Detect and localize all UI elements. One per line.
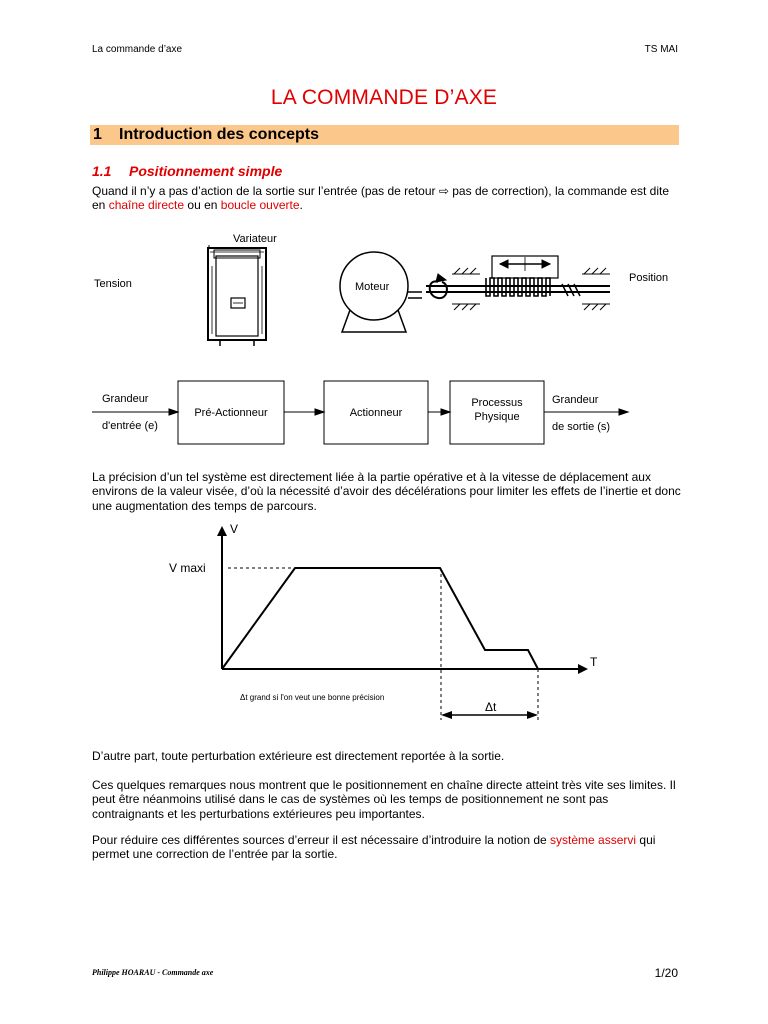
- input-label-top: Grandeur: [102, 393, 149, 405]
- asservi-text-2: qui permet une correction de l’entrée par la sortie.: [92, 833, 656, 862]
- intro-text-3: ou en: [184, 198, 221, 213]
- header-document-title: La commande d’axe: [92, 44, 183, 55]
- screw-mechanism-image: [426, 256, 610, 310]
- velocity-curve: [222, 568, 538, 669]
- delta-left-arrow-icon: [441, 711, 452, 719]
- x-axis-label: T: [590, 655, 598, 669]
- intro-text-4: .: [299, 198, 303, 213]
- intro-paragraph: [92, 184, 682, 213]
- header-class-label: TS MAI: [644, 44, 678, 55]
- block-processus-line2: Physique: [474, 411, 520, 423]
- term-boucle-ouverte: boucle ouverte: [220, 198, 300, 213]
- term-chaine-directe: chaîne directe: [108, 198, 185, 213]
- section-number: 1: [93, 126, 102, 143]
- delta-right-arrow-icon: [527, 711, 538, 719]
- precision-paragraph: La précision d’un tel système est directement liée à la partie opérative et à la vitesse de déplacement aux environs de la valeur visée, d’où la nécessité d’avoir des décélérations pour limiter les effets de l’inertie et donc une augmentation des temps de parcours.: [92, 470, 681, 513]
- velocity-profile-graph: [160, 520, 610, 730]
- subsection-heading: [92, 163, 282, 179]
- variateur-drive-image: [208, 246, 266, 346]
- arrow-right-icon: ⇨: [438, 184, 449, 198]
- remarks-paragraph: Ces quelques remarques nous montrent que le positionnement en chaîne directe atteint très vite ses limites. Il peut être néanmoins utilisé dans le cas de systèmes où les temps de positionnement ne sont pas contraignants et les perturbations extérieures peu importantes.: [92, 778, 676, 821]
- y-axis-label: V: [230, 522, 239, 536]
- page-number: 1/20: [654, 966, 678, 980]
- precision-note: Δt grand si l'on veut une bonne précision: [240, 693, 385, 702]
- open-loop-diagram: [88, 226, 682, 452]
- block-processus-line1: Processus: [471, 397, 523, 409]
- term-systeme-asservi: système asservi: [550, 833, 637, 847]
- output-label-top: Grandeur: [552, 394, 599, 406]
- page-title: LA COMMANDE D’AXE: [270, 86, 498, 109]
- asservi-text-1: Pour réduire ces différentes sources d’erreur il est nécessaire d’introduire la notion de: [92, 833, 551, 847]
- footer-author: Philippe HOARAU - Commande axe: [92, 968, 214, 977]
- moteur-label: Moteur: [355, 281, 390, 293]
- subsection-number: 1.1: [92, 163, 112, 179]
- tension-label: Tension: [94, 278, 132, 290]
- vmax-label: V maxi: [169, 561, 206, 575]
- block-pre-actionneur: Pré-Actionneur: [194, 407, 268, 419]
- output-label-bottom: de sortie (s): [552, 421, 611, 433]
- section-title: Introduction des concepts: [119, 126, 320, 143]
- asservi-paragraph: [92, 833, 682, 862]
- perturbation-paragraph: D’autre part, toute perturbation extérieure est directement reportée à la sortie.: [92, 749, 505, 763]
- section-heading: [90, 125, 679, 145]
- intro-text-1: Quand il n’y a pas d’action de la sortie sur l’entrée (pas de retour: [92, 184, 439, 198]
- delta-t-label: Δt: [485, 700, 497, 714]
- block-actionneur: Actionneur: [349, 407, 403, 419]
- intro-text-2: pas de correction), la commande est dite en: [92, 184, 670, 213]
- input-label-bottom: d'entrée (e): [102, 420, 158, 432]
- subsection-title: Positionnement simple: [129, 163, 283, 179]
- position-label: Position: [629, 272, 669, 284]
- variateur-label: Variateur: [233, 233, 277, 245]
